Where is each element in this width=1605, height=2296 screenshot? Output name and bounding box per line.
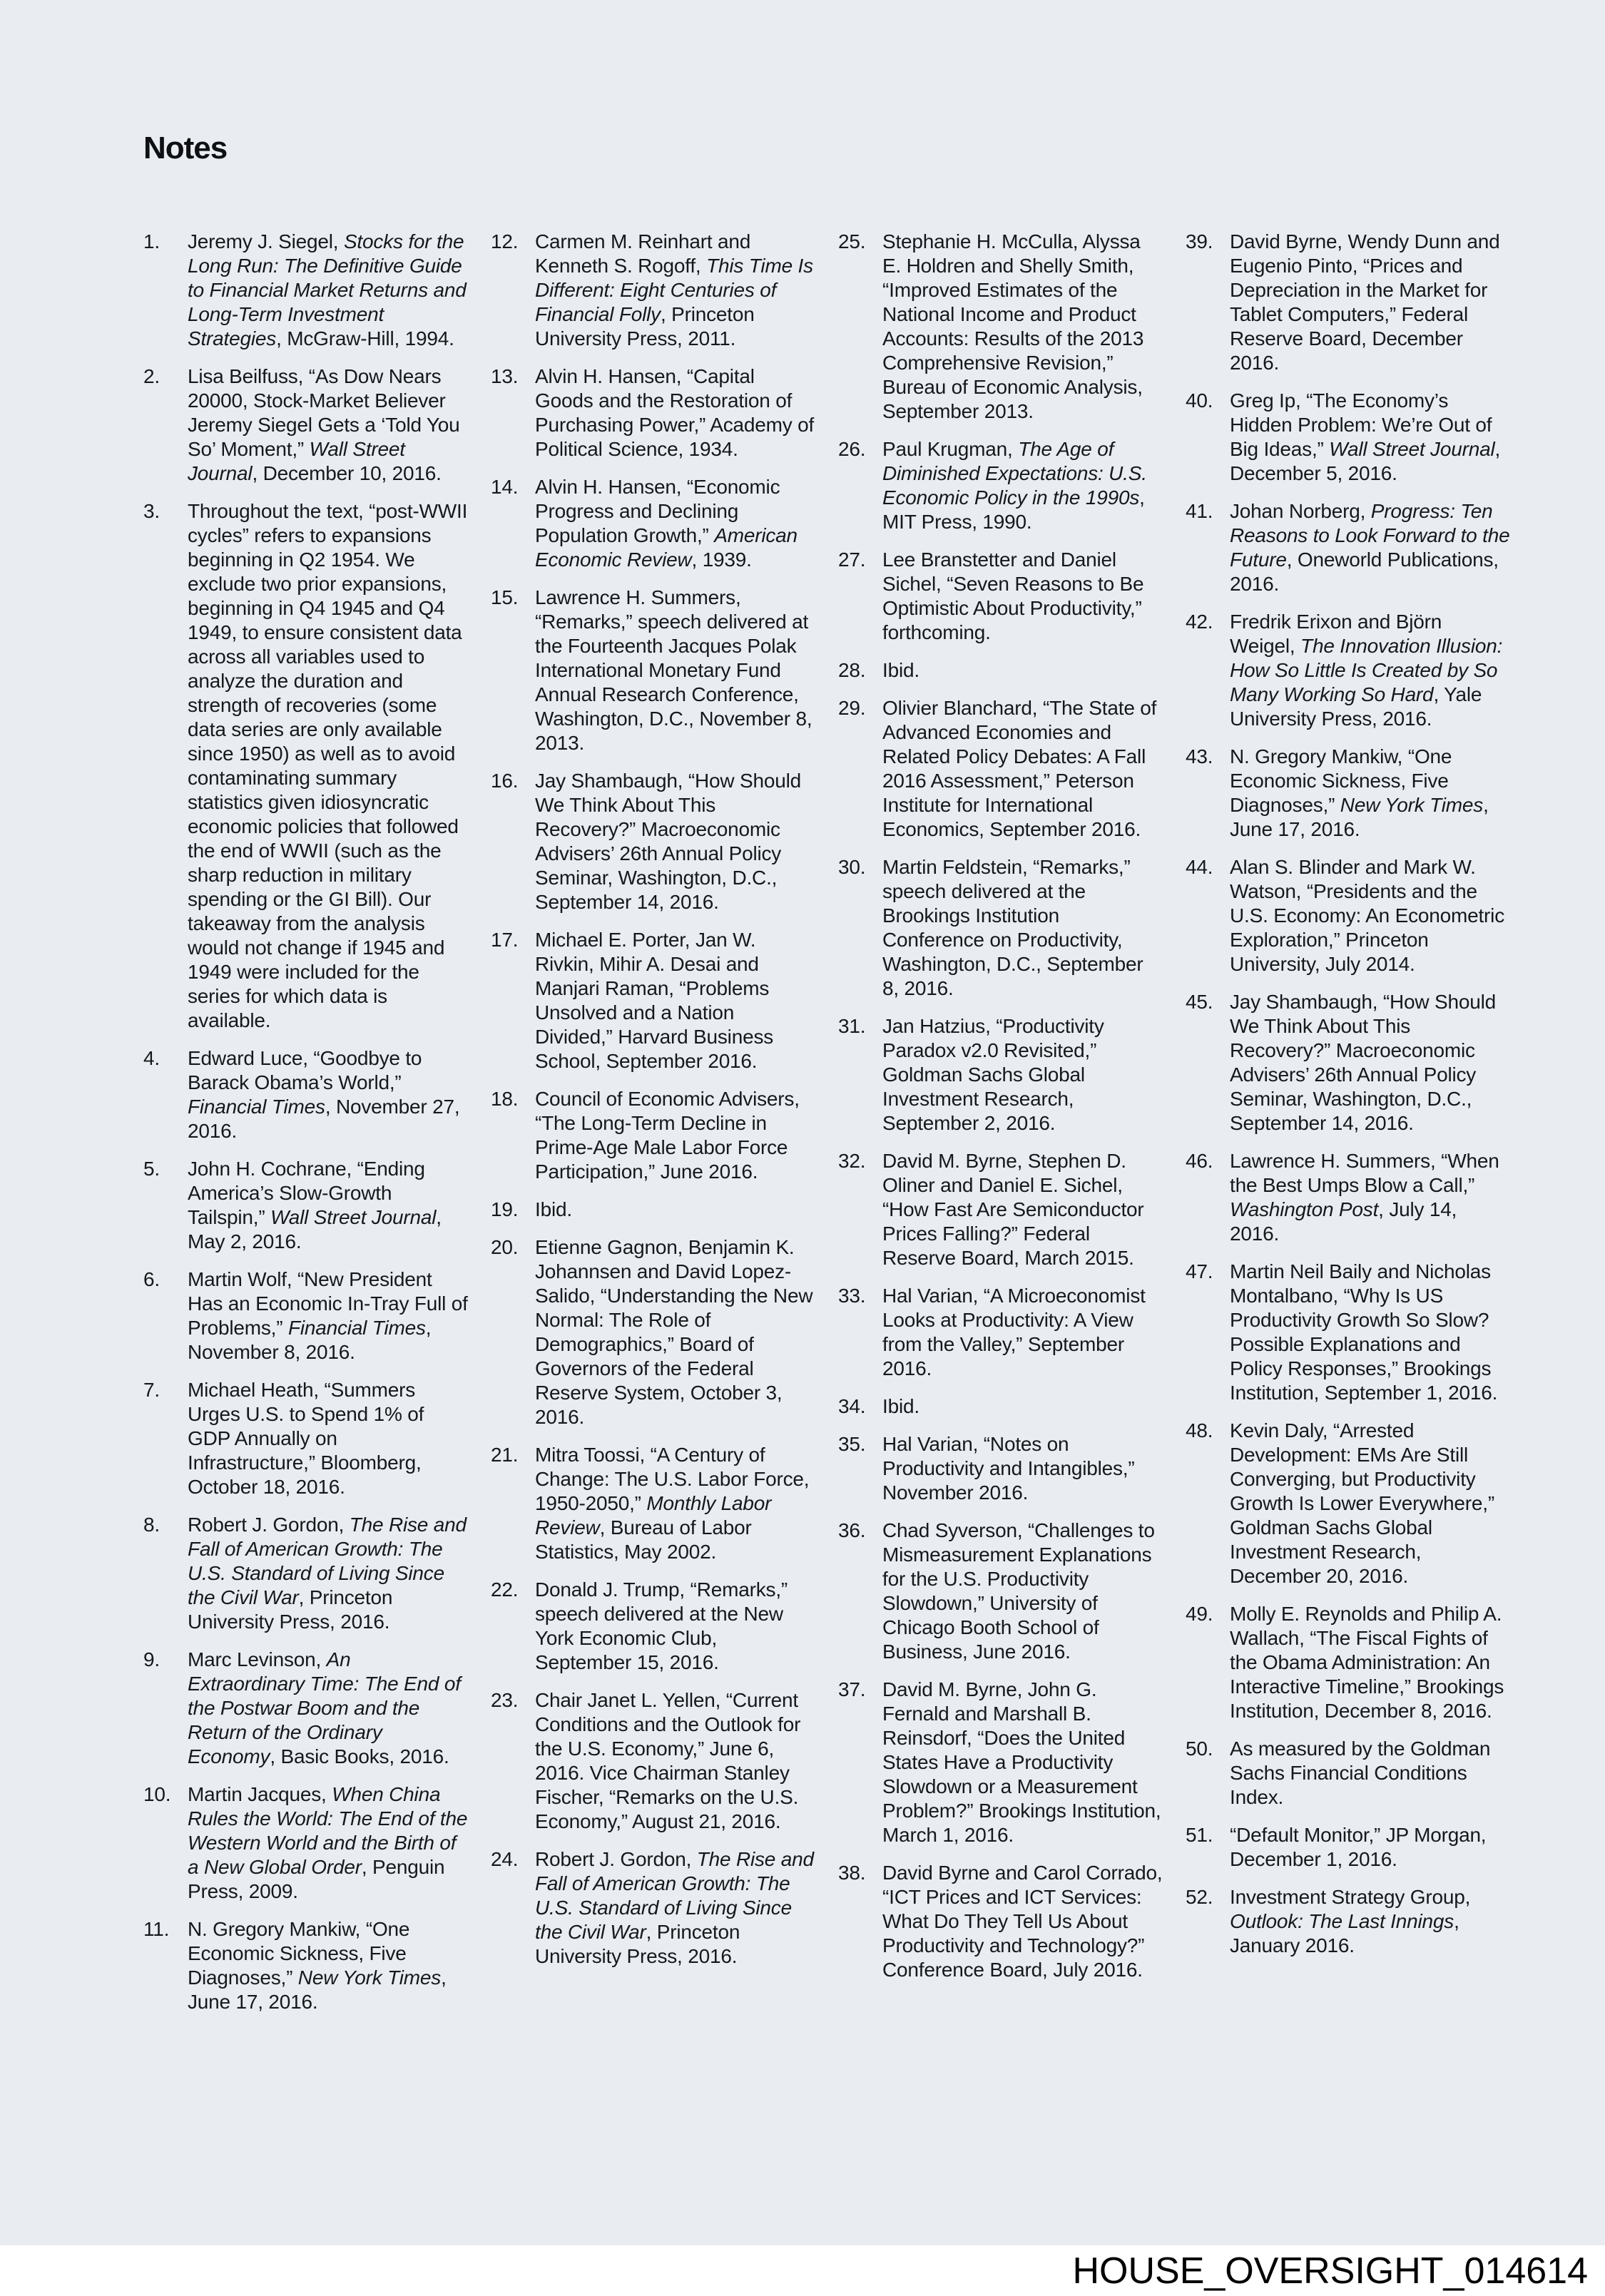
page-title: Notes: [143, 131, 228, 165]
note-text: “Default Monitor,” JP Morgan, December 1, 2016.: [1230, 1824, 1487, 1870]
notes-column-3: [838, 230, 1163, 2028]
note-text: John H. Cochrane, “Ending America’s Slow-Growth Tailspin,” Wall Street Journal, May 2, 2016.: [188, 1158, 442, 1252]
note-text: Ibid.: [535, 1198, 572, 1220]
note-number: 2.: [143, 365, 160, 387]
note-item: [143, 230, 468, 351]
note-number: 5.: [143, 1158, 160, 1180]
note-number: 25.: [838, 230, 866, 252]
note-text: Martin Feldstein, “Remarks,” speech delivered at the Brookings Institution Conference on Productivity, Washington, D.C., September 8, 2016.: [882, 856, 1143, 999]
note-text: Marc Levinson, An Extraordinary Time: The End of the Postwar Boom and the Return of the Ordinary Economy, Basic Books, 2016.: [188, 1648, 461, 1767]
note-item: [491, 230, 815, 351]
note-item: [838, 1432, 1163, 1505]
note-text: Etienne Gagnon, Benjamin K. Johannsen and David Lopez-Salido, “Understanding the New Normal: The Role of Demographics,” Board of Governors of the Federal Reserve System, October 3, 2016.: [535, 1236, 813, 1428]
note-text: David M. Byrne, Stephen D. Oliner and Daniel E. Sichel, “How Fast Are Semiconductor Prices Falling?” Federal Reserve Board, March 2015.: [882, 1150, 1144, 1269]
note-text: Lisa Beilfuss, “As Dow Nears 20000, Stock-Market Believer Jeremy Siegel Gets a ‘Told You So’ Moment,” Wall Street Journal, December 10, 2016.: [188, 365, 460, 484]
note-number: 11.: [143, 1918, 170, 1940]
note-item: [838, 1678, 1163, 1847]
note-number: 24.: [491, 1848, 519, 1870]
note-text: Martin Wolf, “New President Has an Economic In-Tray Full of Problems,” Financial Times, November 8, 2016.: [188, 1268, 468, 1363]
note-item: [838, 1519, 1163, 1664]
notes-columns: [143, 230, 1510, 2028]
note-number: 28.: [838, 659, 866, 681]
note-text: Fredrik Erixon and Björn Weigel, The Innovation Illusion: How So Little Is Created by So Many Working So Hard, Yale University Press, 2016.: [1230, 611, 1503, 730]
note-number: 30.: [838, 856, 866, 878]
note-number: 42.: [1186, 611, 1213, 633]
note-text: Edward Luce, “Goodbye to Barack Obama’s World,” Financial Times, November 27, 2016.: [188, 1047, 460, 1142]
note-item: [838, 230, 1163, 424]
note-number: 1.: [143, 230, 160, 252]
note-text: Greg Ip, “The Economy’s Hidden Problem: We’re Out of Big Ideas,” Wall Street Journal, December 5, 2016.: [1230, 389, 1501, 484]
note-number: 48.: [1186, 1419, 1213, 1442]
note-number: 27.: [838, 549, 866, 571]
note-text: Molly E. Reynolds and Philip A. Wallach, “The Fiscal Fights of the Obama Administration: An Interactive Timeline,” Brookings Institution, December 8, 2016.: [1230, 1603, 1504, 1722]
note-number: 32.: [838, 1150, 866, 1172]
note-text: Donald J. Trump, “Remarks,” speech delivered at the New York Economic Club, September 15, 2016.: [535, 1578, 788, 1673]
note-number: 29.: [838, 697, 866, 719]
note-number: 20.: [491, 1236, 519, 1258]
note-text: Lawrence H. Summers, “Remarks,” speech delivered at the Fourteenth Jacques Polak International Monetary Fund Annual Research Conference, Washington, D.C., November 8, 2013.: [535, 586, 812, 754]
note-item: [491, 1087, 815, 1184]
note-number: 44.: [1186, 856, 1213, 878]
note-text: David M. Byrne, John G. Fernald and Marshall B. Reinsdorf, “Does the United States Have a Productivity Slowdown or a Measurement Problem?” Brookings Institution, March 1, 2016.: [882, 1678, 1161, 1846]
note-item: [143, 1378, 468, 1499]
note-number: 26.: [838, 438, 866, 460]
note-item: [1186, 1419, 1510, 1588]
note-text: N. Gregory Mankiw, “One Economic Sickness, Five Diagnoses,” New York Times, June 17, 2016.: [1230, 745, 1489, 840]
note-text: Carmen M. Reinhart and Kenneth S. Rogoff, This Time Is Different: Eight Centuries of Financial Folly, Princeton University Press, 2011.: [535, 230, 813, 349]
note-text: Mitra Toossi, “A Century of Change: The U.S. Labor Force, 1950-2050,” Monthly Labor Review, Bureau of Labor Statistics, May 2002.: [535, 1444, 810, 1563]
note-number: 21.: [491, 1444, 519, 1466]
note-item: [491, 1235, 815, 1429]
note-text: Johan Norberg, Progress: Ten Reasons to Look Forward to the Future, Oneworld Publications, 2016.: [1230, 500, 1510, 595]
note-item: [838, 1284, 1163, 1381]
note-item: [838, 437, 1163, 534]
note-number: 43.: [1186, 745, 1213, 767]
note-item: [491, 586, 815, 755]
note-item: [491, 928, 815, 1073]
note-text: Michael Heath, “Summers Urges U.S. to Spend 1% of GDP Annually on Infrastructure,” Bloomberg, October 18, 2016.: [188, 1379, 424, 1498]
note-number: 47.: [1186, 1260, 1213, 1282]
note-number: 31.: [838, 1015, 866, 1037]
note-number: 49.: [1186, 1603, 1213, 1625]
note-number: 4.: [143, 1047, 160, 1069]
note-number: 17.: [491, 929, 519, 951]
note-item: [838, 1394, 1163, 1419]
note-item: [491, 1443, 815, 1564]
note-text: Alan S. Blinder and Mark W. Watson, “Presidents and the U.S. Economy: An Econometric Exploration,” Princeton University, July 2014.: [1230, 856, 1505, 975]
note-number: 36.: [838, 1519, 866, 1541]
note-item: [143, 1267, 468, 1364]
note-item: [143, 499, 468, 1033]
note-item: [491, 1688, 815, 1834]
note-text: Alvin H. Hansen, “Economic Progress and Declining Population Growth,” American Economic Review, 1939.: [535, 476, 798, 571]
note-text: Throughout the text, “post-WWII cycles” refers to expansions beginning in Q2 1954. We exclude two prior expansions, beginning in Q4 1945 and Q4 1949, to ensure consistent data across all variables used to analyze the duration and strength of recoveries (some data series are only available since 1950) as well as to avoid contaminating summary statistics given idiosyncratic economic policies that followed the end of WWII (such as the sharp reduction in military spending or the GI Bill). Our takeaway from the analysis would not change if 1945 and 1949 were included for the series for which data is available.: [188, 500, 468, 1031]
note-number: 15.: [491, 586, 519, 608]
note-number: 14.: [491, 476, 519, 498]
note-text: David Byrne and Carol Corrado, “ICT Prices and ICT Services: What Do They Tell Us About Productivity and Technology?” Conference Board, July 2016.: [882, 1862, 1163, 1981]
note-item: [143, 1917, 468, 2014]
note-item: [838, 855, 1163, 1001]
note-text: Jay Shambaugh, “How Should We Think About This Recovery?” Macroeconomic Advisers’ 26th Annual Policy Seminar, Washington, D.C., September 14, 2016.: [535, 770, 802, 913]
note-text: Council of Economic Advisers, “The Long-Term Decline in Prime-Age Male Labor Force Participation,” June 2016.: [535, 1088, 800, 1183]
note-number: 45.: [1186, 991, 1213, 1013]
note-number: 52.: [1186, 1886, 1213, 1908]
note-item: [1186, 1885, 1510, 1958]
note-text: Chair Janet L. Yellen, “Current Conditions and the Outlook for the U.S. Economy,” June 6, 2016. Vice Chairman Stanley Fischer, “Remarks on the U.S. Economy,” August 21, 2016.: [535, 1689, 801, 1832]
note-text: Paul Krugman, The Age of Diminished Expectations: U.S. Economic Policy in the 1990s, MIT Press, 1990.: [882, 438, 1147, 533]
note-item: [143, 1157, 468, 1254]
note-item: [143, 1513, 468, 1634]
note-text: Hal Varian, “A Microeconomist Looks at Productivity: A View from the Valley,” September 2016.: [882, 1285, 1146, 1379]
note-number: 40.: [1186, 389, 1213, 412]
note-item: [143, 1782, 468, 1904]
note-text: Martin Jacques, When China Rules the World: The End of the Western World and the Birth of a New Global Order, Penguin Press, 2009.: [188, 1783, 468, 1902]
note-number: 34.: [838, 1395, 866, 1417]
note-text: Kevin Daly, “Arrested Development: EMs Are Still Converging, but Productivity Growth Is Lower Everywhere,” Goldman Sachs Global Investment Research, December 20, 2016.: [1230, 1419, 1494, 1587]
note-item: [491, 1198, 815, 1222]
note-item: [1186, 855, 1510, 976]
note-item: [1186, 745, 1510, 842]
note-text: Jan Hatzius, “Productivity Paradox v2.0 Revisited,” Goldman Sachs Global Investment Research, September 2, 2016.: [882, 1015, 1104, 1134]
note-text: Chad Syverson, “Challenges to Mismeasurement Explanations for the U.S. Productivity Slowdown,” University of Chicago Booth School of Business, June 2016.: [882, 1519, 1155, 1663]
note-item: [1186, 610, 1510, 731]
note-number: 37.: [838, 1678, 866, 1700]
note-number: 12.: [491, 230, 519, 252]
note-item: [838, 1149, 1163, 1270]
note-text: Hal Varian, “Notes on Productivity and Intangibles,” November 2016.: [882, 1433, 1135, 1504]
note-item: [1186, 990, 1510, 1136]
note-item: [491, 769, 815, 914]
note-number: 3.: [143, 500, 160, 522]
note-item: [491, 475, 815, 572]
note-item: [491, 1578, 815, 1675]
note-item: [143, 1648, 468, 1769]
note-number: 39.: [1186, 230, 1213, 252]
note-text: David Byrne, Wendy Dunn and Eugenio Pinto, “Prices and Depreciation in the Market for Tablet Computers,” Federal Reserve Board, December 2016.: [1230, 230, 1500, 374]
note-number: 19.: [491, 1198, 519, 1220]
note-item: [1186, 1737, 1510, 1810]
note-text: Ibid.: [882, 659, 919, 681]
note-item: [1186, 389, 1510, 486]
note-text: Stephanie H. McCulla, Alyssa E. Holdren and Shelly Smith, “Improved Estimates of the National Income and Product Accounts: Results of the 2013 Comprehensive Revision,” Bureau of Economic Analysis, September 2013.: [882, 230, 1144, 422]
note-text: Investment Strategy Group, Outlook: The Last Innings, January 2016.: [1230, 1886, 1471, 1956]
note-text: Michael E. Porter, Jan W. Rivkin, Mihir A. Desai and Manjari Raman, “Problems Unsolved and a Nation Divided,” Harvard Business School, September 2016.: [535, 929, 774, 1072]
note-number: 7.: [143, 1379, 160, 1401]
note-item: [143, 364, 468, 486]
note-text: Robert J. Gordon, The Rise and Fall of American Growth: The U.S. Standard of Living Since the Civil War, Princeton University Press, 2016.: [535, 1848, 814, 1967]
note-item: [1186, 1149, 1510, 1246]
note-number: 50.: [1186, 1738, 1213, 1760]
note-item: [1186, 1602, 1510, 1723]
note-text: Olivier Blanchard, “The State of Advanced Economies and Related Policy Debates: A Fall 2016 Assessment,” Peterson Institute for International Economics, September 2016.: [882, 697, 1157, 840]
note-text: Martin Neil Baily and Nicholas Montalbano, “Why Is US Productivity Growth So Slow? Possible Explanations and Policy Responses,” Brookings Institution, September 1, 2016.: [1230, 1260, 1498, 1404]
note-number: 33.: [838, 1285, 866, 1307]
note-number: 46.: [1186, 1150, 1213, 1172]
notes-column-1: [143, 230, 468, 2028]
note-number: 10.: [143, 1783, 171, 1805]
note-text: As measured by the Goldman Sachs Financial Conditions Index.: [1230, 1738, 1491, 1808]
note-number: 22.: [491, 1578, 519, 1601]
note-item: [1186, 499, 1510, 596]
document-id: HOUSE_OVERSIGHT_014614: [1072, 2250, 1588, 2292]
notes-column-4: [1186, 230, 1510, 2028]
note-item: [838, 696, 1163, 842]
note-item: [838, 1861, 1163, 1982]
note-item: [491, 364, 815, 461]
note-text: Alvin H. Hansen, “Capital Goods and the Restoration of Purchasing Power,” Academy of Political Science, 1934.: [535, 365, 815, 460]
note-number: 9.: [143, 1648, 160, 1670]
note-item: [1186, 230, 1510, 375]
note-number: 35.: [838, 1433, 866, 1455]
note-text: Lee Branstetter and Daniel Sichel, “Seven Reasons to Be Optimistic About Productivity,” forthcoming.: [882, 549, 1144, 643]
note-item: [838, 1014, 1163, 1136]
note-text: Jay Shambaugh, “How Should We Think About This Recovery?” Macroeconomic Advisers’ 26th Annual Policy Seminar, Washington, D.C., September 14, 2016.: [1230, 991, 1497, 1134]
note-number: 23.: [491, 1689, 519, 1711]
note-number: 51.: [1186, 1824, 1213, 1846]
note-text: Ibid.: [882, 1395, 919, 1417]
note-text: N. Gregory Mankiw, “One Economic Sickness, Five Diagnoses,” New York Times, June 17, 2016.: [188, 1918, 447, 2013]
notes-column-2: [491, 230, 815, 2028]
note-item: [1186, 1260, 1510, 1405]
note-number: 6.: [143, 1268, 160, 1290]
note-text: Jeremy J. Siegel, Stocks for the Long Run: The Definitive Guide to Financial Market Returns and Long-Term Investment Strategies, McGraw-Hill, 1994.: [188, 230, 467, 349]
footer-bar: [0, 2245, 1605, 2296]
note-text: Robert J. Gordon, The Rise and Fall of American Growth: The U.S. Standard of Living Since the Civil War, Princeton University Press, 2016.: [188, 1514, 467, 1633]
note-item: [491, 1847, 815, 1969]
note-number: 13.: [491, 365, 519, 387]
note-item: [838, 658, 1163, 683]
note-item: [838, 548, 1163, 645]
note-number: 38.: [838, 1862, 866, 1884]
note-item: [143, 1046, 468, 1143]
note-number: 16.: [491, 770, 519, 792]
note-text: Lawrence H. Summers, “When the Best Umps Blow a Call,” Washington Post, July 14, 2016.: [1230, 1150, 1499, 1245]
note-number: 8.: [143, 1514, 160, 1536]
note-item: [1186, 1823, 1510, 1872]
note-number: 41.: [1186, 500, 1213, 522]
note-number: 18.: [491, 1088, 519, 1110]
